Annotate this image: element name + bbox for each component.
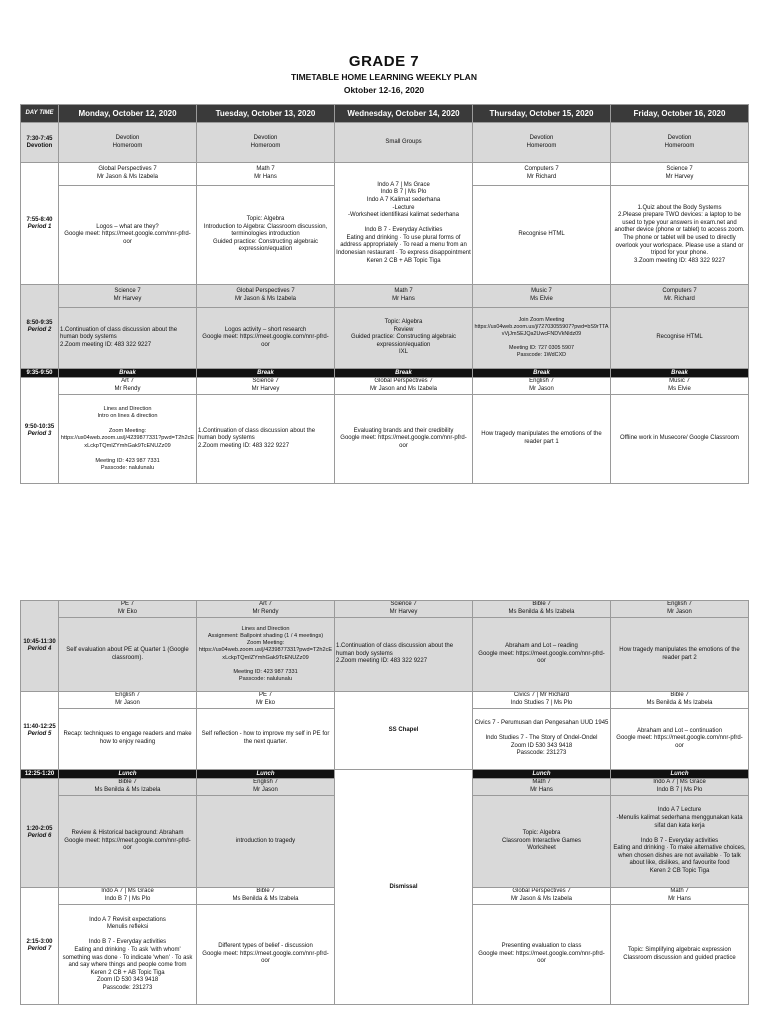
detail-cell: Self reflection - how to improve my self in PE for the next quarter. bbox=[197, 709, 335, 770]
period-label: Period 4 bbox=[27, 646, 52, 652]
detail-cell: Civics 7 - Perumusan dan Pengesahan UUD 1945 Indo Studies 7 - The Story of Ondel-Ondel Zoom ID 530 343 9418 Passcode: 231273 bbox=[473, 709, 611, 770]
p1-subject-row bbox=[21, 163, 749, 186]
time-label: 1:20-2:05 bbox=[26, 826, 53, 832]
day-header-thursday: Thursday, October 15, 2020 bbox=[473, 105, 611, 123]
lunch-row bbox=[21, 770, 749, 779]
time-cell bbox=[21, 123, 59, 163]
lunch-label: Lunch bbox=[59, 770, 197, 779]
detail-cell: Evaluating brands and their credibility Google meet: https://meet.google.com/nnr-pfrd-oor bbox=[335, 395, 473, 484]
period-label: Period 6 bbox=[27, 833, 52, 839]
subject-cell: Science 7 Mr Harvey bbox=[197, 378, 335, 395]
subject-cell: English 7 Mr Jason bbox=[59, 692, 197, 709]
devotion-row bbox=[21, 123, 749, 163]
lunch-label: Lunch bbox=[473, 770, 611, 779]
break-label: Break bbox=[611, 369, 749, 378]
day-header-wednesday: Wednesday, October 14, 2020 bbox=[335, 105, 473, 123]
time-label: 11:40-12:25 bbox=[23, 723, 56, 730]
period-label: Period 5 bbox=[27, 730, 52, 737]
period-label: Period 7 bbox=[27, 946, 52, 952]
devotion-cell-mon: Devotion Homeroom bbox=[59, 123, 197, 163]
break-label: Break bbox=[59, 369, 197, 378]
subject-cell: Science 7 Mr Harvey bbox=[335, 601, 473, 618]
time-label: 2:15-3:00 bbox=[26, 939, 53, 945]
time-cell bbox=[21, 888, 59, 1005]
time-cell bbox=[21, 779, 59, 888]
period-label: Period 1 bbox=[27, 223, 52, 230]
subject-cell: Civics 7 | Mr Richard Indo Studies 7 | Ms Plo bbox=[473, 692, 611, 709]
subject-cell: Indo A 7 | Ms Grace Indo B 7 | Ms Plo bbox=[611, 779, 749, 796]
devotion-cell-thu: Devotion Homeroom bbox=[473, 123, 611, 163]
break-label: Break bbox=[335, 369, 473, 378]
subject-cell: Art 7 Mr Rendy bbox=[197, 601, 335, 618]
time-label: 7:55-8:40 bbox=[26, 216, 53, 223]
time-label: 8:50-9:35 bbox=[26, 319, 53, 326]
break-label: Break bbox=[473, 369, 611, 378]
page-title: GRADE 7 bbox=[348, 53, 420, 70]
p2-detail-row bbox=[21, 308, 749, 369]
detail-cell: Presenting evaluation to class Google meet: https://meet.google.com/nnr-pfrd-oor bbox=[473, 905, 611, 1005]
subject-cell: Math 7 Mr Hans bbox=[473, 779, 611, 796]
lunch-label: Lunch bbox=[197, 770, 335, 779]
detail-cell: 1.Quiz about the Body Systems 2.Please prepare TWO devices: a laptop to be used to type your answers in exam.net and another device (phone or tablet) to access zoom. The phone or tablet will be used to directly overlook your workspace. Please use a stand or tripod for your phone. 3.Zoom meeting ID: 483 322 9227 bbox=[611, 186, 749, 285]
dismissal-cell: Dismissal bbox=[335, 770, 473, 1005]
detail-cell: 1.Continuation of class discussion about the human body systems 2.Zoom meeting ID: 483 322 9227 bbox=[335, 618, 473, 692]
detail-cell: Abraham and Lot – continuation Google meet: https://meet.google.com/nnr-pfrd-oor bbox=[611, 709, 749, 770]
detail-cell: 1.Continuation of class discussion about the human body systems 2.Zoom meeting ID: 483 322 9227 bbox=[59, 308, 197, 369]
detail-cell: Lines and Direction Assignment: Ballpoint shading (1 / 4 meetings) Zoom Meeting: https://us04web.zoom.us/j/4239877331?pwd=T2h2cExLckpTQmlZYmhGak9TcENUZz09 Meeting ID: 423 987 7331 Passcode: nalulunalu bbox=[197, 618, 335, 692]
detail-cell: 1.Continuation of class discussion about the human body systems 2.Zoom meeting ID: 483 322 9227 bbox=[197, 395, 335, 484]
period-label: Period 3 bbox=[27, 430, 52, 437]
subject-cell: Indo A 7 | Ms Grace Indo B 7 | Ms Plo bbox=[59, 888, 197, 905]
detail-cell: Topic: Algebra Introduction to Algebra: Classroom discussion, terminologies introduction Guided practice: Constructing algebraic expression/equation bbox=[197, 186, 335, 285]
devotion-cell-fri: Devotion Homeroom bbox=[611, 123, 749, 163]
subject-cell: Music 7 Ms Elvie bbox=[611, 378, 749, 395]
detail-cell: Different types of belief - discussion Google meet: https://meet.google.com/nnr-pfrd-oor bbox=[197, 905, 335, 1005]
detail-cell: How tragedy manipulates the emotions of the reader part 1 bbox=[473, 395, 611, 484]
time-cell bbox=[21, 285, 59, 369]
detail-cell: Indo A 7 Revisit expectations Menulis refleksi Indo B 7 - Everyday activities Eating and drinking · To ask 'with whom' something was done · To indicate 'when' · To ask and say where things and people come from Keren 2 CB + AB Topic Tiga Zoom ID 530 343 9418 Passcode: 231273 bbox=[59, 905, 197, 1005]
p4-subject-row bbox=[21, 601, 749, 618]
detail-cell: Recap: techniques to engage readers and make how to enjoy reading bbox=[59, 709, 197, 770]
period-label: Devotion bbox=[26, 142, 53, 149]
detail-cell: Self evaluation about PE at Quarter 1 (Google classroom). bbox=[59, 618, 197, 692]
subject-cell: English 7 Mr Jason bbox=[473, 378, 611, 395]
detail-cell: Indo A 7 Lecture -Menulis kalimat sederhana menggunakan kata sifat dan kata kerja Indo B 7 - Everyday activities Eating and drinking · To make alternative choices, when chosen dishes are not available · To talk about like, dislikes, and favourite food Keren 2 CB Topic Tiga bbox=[611, 796, 749, 888]
detail-cell: Offline work in Musecore/ Google Classroom bbox=[611, 395, 749, 484]
subject-cell: Bible 7 Ms Benilda & Ms Izabela bbox=[611, 692, 749, 709]
detail-cell: Review & Historical background: Abraham Google meet: https://meet.google.com/nnr-pfrd-oor bbox=[59, 796, 197, 888]
devotion-cell-wed: Small Groups bbox=[335, 123, 473, 163]
header-row bbox=[21, 105, 749, 123]
ss-chapel-cell: SS Chapel bbox=[335, 692, 473, 770]
period-label: Period 2 bbox=[27, 326, 52, 333]
subject-cell: Art 7 Mr Rendy bbox=[59, 378, 197, 395]
subject-cell: Bible 7 Ms Benilda & Ms Izabela bbox=[59, 779, 197, 796]
detail-cell: Logos – what are they? Google meet: https://meet.google.com/nnr-pfrd-oor bbox=[59, 186, 197, 285]
detail-cell: introduction to tragedy bbox=[197, 796, 335, 888]
lunch-time: 12:25-1:20 bbox=[21, 770, 59, 779]
break-label: Break bbox=[197, 369, 335, 378]
subject-cell: Computers 7 Mr Richard bbox=[473, 163, 611, 186]
p3-detail-row bbox=[21, 395, 749, 484]
timetable-upper bbox=[20, 104, 749, 484]
subject-cell: Bible 7 Ms Benilda & Ms Izabela bbox=[197, 888, 335, 905]
day-header-monday: Monday, October 12, 2020 bbox=[59, 105, 197, 123]
day-header-friday: Friday, October 16, 2020 bbox=[611, 105, 749, 123]
time-label: 10:45-11:30 bbox=[23, 639, 56, 645]
break-time: 9:35-9:50 bbox=[21, 369, 59, 378]
subject-cell: Global Perspectives 7 Mr Jason & Ms Izabela bbox=[473, 888, 611, 905]
subject-cell: Science 7 Mr Harvey bbox=[59, 285, 197, 308]
detail-cell: Topic: Algebra Review Guided practice: Constructing algebraic expression/equation IXL bbox=[335, 308, 473, 369]
time-cell bbox=[21, 378, 59, 484]
detail-cell: Abraham and Lot – reading Google meet: https://meet.google.com/nnr-pfrd-oor bbox=[473, 618, 611, 692]
subject-cell: Global Perspectives 7 Mr Jason and Ms Izabela bbox=[335, 378, 473, 395]
detail-cell: How tragedy manipulates the emotions of the reader part 2 bbox=[611, 618, 749, 692]
subject-cell: English 7 Mr Jason bbox=[611, 601, 749, 618]
p5-subject-row bbox=[21, 692, 749, 709]
subject-cell: Computers 7 Mr. Richard bbox=[611, 285, 749, 308]
detail-text: Indo A 7 Kalimat sederhana -Lecture -Worksheet identifikasi kalimat sederhana Indo B 7 - Everyday Activities Eating and drinking · To use plural forms of address appropriately · To read a menu from an Indonesian restaurant · To express disappointment Keren 2 CB + AB Topic Tiga bbox=[336, 196, 471, 264]
subject-cell: Math 7 Mr Hans bbox=[197, 163, 335, 186]
detail-cell: Topic: Algebra Classroom Interactive Games Worksheet bbox=[473, 796, 611, 888]
detail-cell: Join Zoom Meeting https://us04web.zoom.us/j/72703055907?pwd=bS9rTTAvVjJmSEJQa2UwcFNDVkNldz09 Meeting ID: 727 0305 5907 Passcode: 1WdCXD bbox=[473, 308, 611, 369]
subject-cell: Math 7 Mr Hans bbox=[335, 285, 473, 308]
subject-cell: Bible 7 Ms Benilda & Ms Izabela bbox=[473, 601, 611, 618]
p3-subject-row bbox=[21, 378, 749, 395]
time-cell bbox=[21, 692, 59, 770]
timetable-lower bbox=[20, 600, 749, 1005]
detail-cell: Logos activity – short research Google meet: https://meet.google.com/nnr-pfrd-oor bbox=[197, 308, 335, 369]
subject-cell: Science 7 Mr Harvey bbox=[611, 163, 749, 186]
detail-cell: Lines and Direction Intro on lines & direction Zoom Meeting: https://us04web.zoom.us/j/4239877331?pwd=T2h2cExLckpTQmlZYmhGak9TcENUZz09 Meeting ID: 423 987 7331 Passcode: nalulunalu bbox=[59, 395, 197, 484]
time-label: 9:50-10:35 bbox=[24, 423, 55, 430]
time-cell bbox=[21, 163, 59, 285]
page-subtitle: TIMETABLE HOME LEARNING WEEKLY PLAN bbox=[291, 72, 477, 82]
subject-cell: Music 7 Ms Elvie bbox=[473, 285, 611, 308]
detail-cell: Topic: Simplifying algebraic expression Classroom discussion and guided practice bbox=[611, 905, 749, 1005]
detail-cell bbox=[335, 163, 473, 285]
date-range: Oktober 12-16, 2020 bbox=[343, 85, 425, 95]
time-label: 7:30-7:45 bbox=[26, 135, 53, 142]
lunch-label: Lunch bbox=[611, 770, 749, 779]
devotion-cell-tue: Devotion Homeroom bbox=[197, 123, 335, 163]
subject-text: Indo A 7 | Ms Grace Indo B 7 | Ms Plo bbox=[377, 181, 430, 196]
subject-cell: PE 7 Mr Eko bbox=[197, 692, 335, 709]
detail-cell: Recognise HTML bbox=[473, 186, 611, 285]
subject-cell: Global Perspectives 7 Mr Jason & Ms Izabela bbox=[197, 285, 335, 308]
subject-cell: Math 7 Mr Hans bbox=[611, 888, 749, 905]
detail-cell: Recognise HTML bbox=[611, 308, 749, 369]
subject-cell: English 7 Mr Jason bbox=[197, 779, 335, 796]
p2-subject-row bbox=[21, 285, 749, 308]
time-cell bbox=[21, 601, 59, 692]
subject-cell: PE 7 Mr Eko bbox=[59, 601, 197, 618]
subject-cell: Global Perspectives 7 Mr Jason & Ms Izabela bbox=[59, 163, 197, 186]
daytime-header: DAY TIME bbox=[21, 105, 59, 123]
break-row bbox=[21, 369, 749, 378]
day-header-tuesday: Tuesday, October 13, 2020 bbox=[197, 105, 335, 123]
p4-detail-row bbox=[21, 618, 749, 692]
